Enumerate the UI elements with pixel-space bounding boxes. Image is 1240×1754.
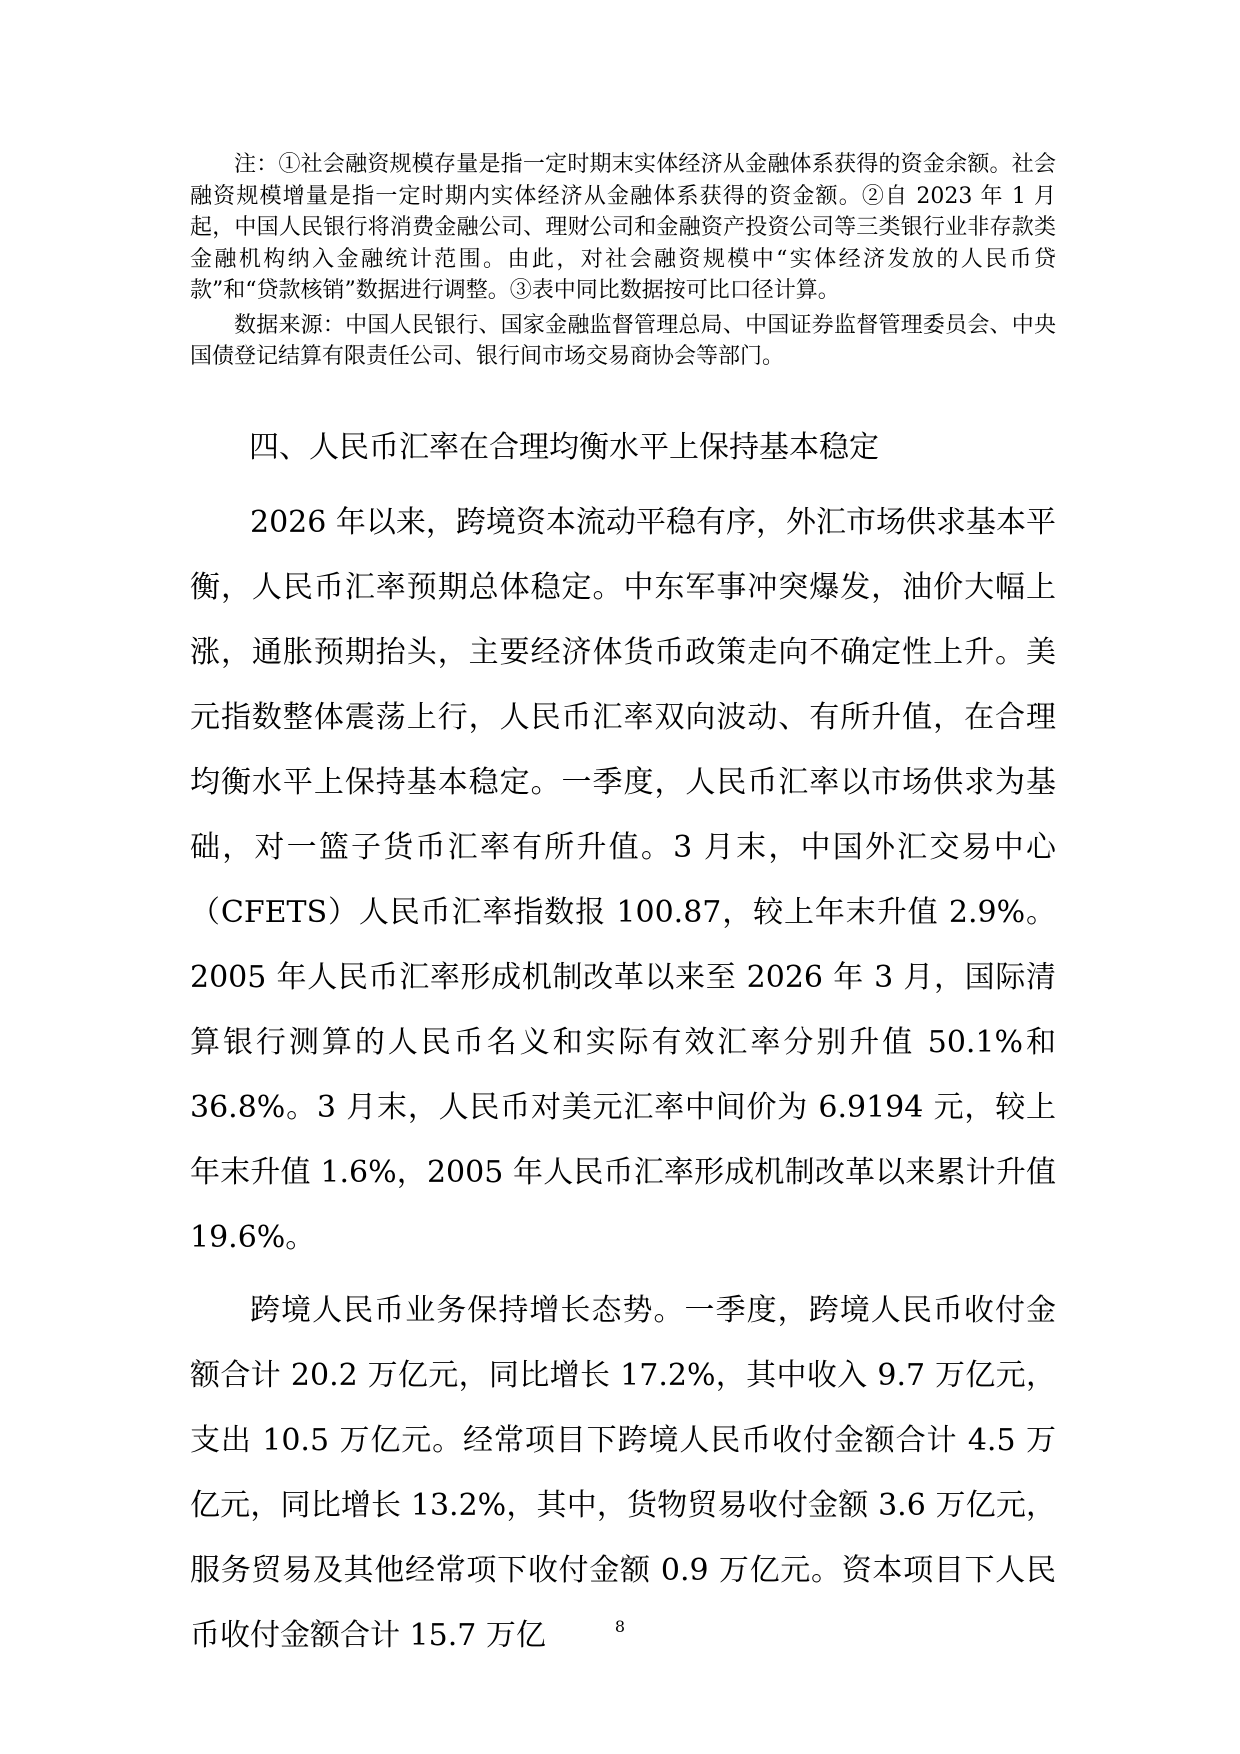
page-number: 8 [614, 1617, 626, 1636]
table-notes [190, 149, 1056, 373]
note-text: 注：①社会融资规模存量是指一定时期末实体经济从金融体系获得的资金余额。社会融资规模增量是指一定时期内实体经济从金融体系获得的资金额。②自 2023 年 1 月起，中国人民银行将消费金融公司、理财公司和金融资产投资公司等三类银行业非存款类金融机构纳入金融统计范围。由此，对社会融资规模中“实体经济发放的人民币贷款”和“贷款核销”数据进行调整。③表中同比数据按可比口径计算。 [190, 152, 1056, 303]
paragraph-cross-border-rmb: 跨境人民币业务保持增长态势。一季度，跨境人民币收付金额合计 20.2 万亿元，同比增长 17.2%，其中收入 9.7 万亿元，支出 10.5 万亿元。经常项目下跨境人民币收付金额合计 4.5 万亿元，同比增长 13.2%，其中，货物贸易收付金额 3.6 万亿元，服务贸易及其他经常项下收付金额 0.9 万亿元。资本项目下人民币收付金额合计 15.7 万亿 [190, 1293, 1056, 1653]
data-source-text: 数据来源：中国人民银行、国家金融监督管理总局、中国证券监督管理委员会、中央国债登记结算有限责任公司、银行间市场交易商协会等部门。 [190, 312, 1056, 369]
body-text [190, 490, 1056, 1668]
paragraph-exchange-rate: 2026 年以来，跨境资本流动平稳有序，外汇市场供求基本平衡，人民币汇率预期总体稳定。中东军事冲突爆发，油价大幅上涨，通胀预期抬头，主要经济体货币政策走向不确定性上升。美元指数整体震荡上行，人民币汇率双向波动、有所升值，在合理均衡水平上保持基本稳定。一季度，人民币汇率以市场供求为基础，对一篮子货币汇率有所升值。3 月末，中国外汇交易中心（CFETS）人民币汇率指数报 100.87，较上年末升值 2.9%。2005 年人民币汇率形成机制改革以来至 2026 年 3 月，国际清算银行测算的人民币名义和实际有效汇率分别升值 50.1%和 36.8%。3 月末，人民币对美元汇率中间价为 6.9194 元，较上年末升值 1.6%，2005 年人民币汇率形成机制改革以来累计升值 19.6%。 [190, 505, 1056, 1255]
section-heading: 四、人民币汇率在合理均衡水平上保持基本稳定 [249, 430, 879, 465]
